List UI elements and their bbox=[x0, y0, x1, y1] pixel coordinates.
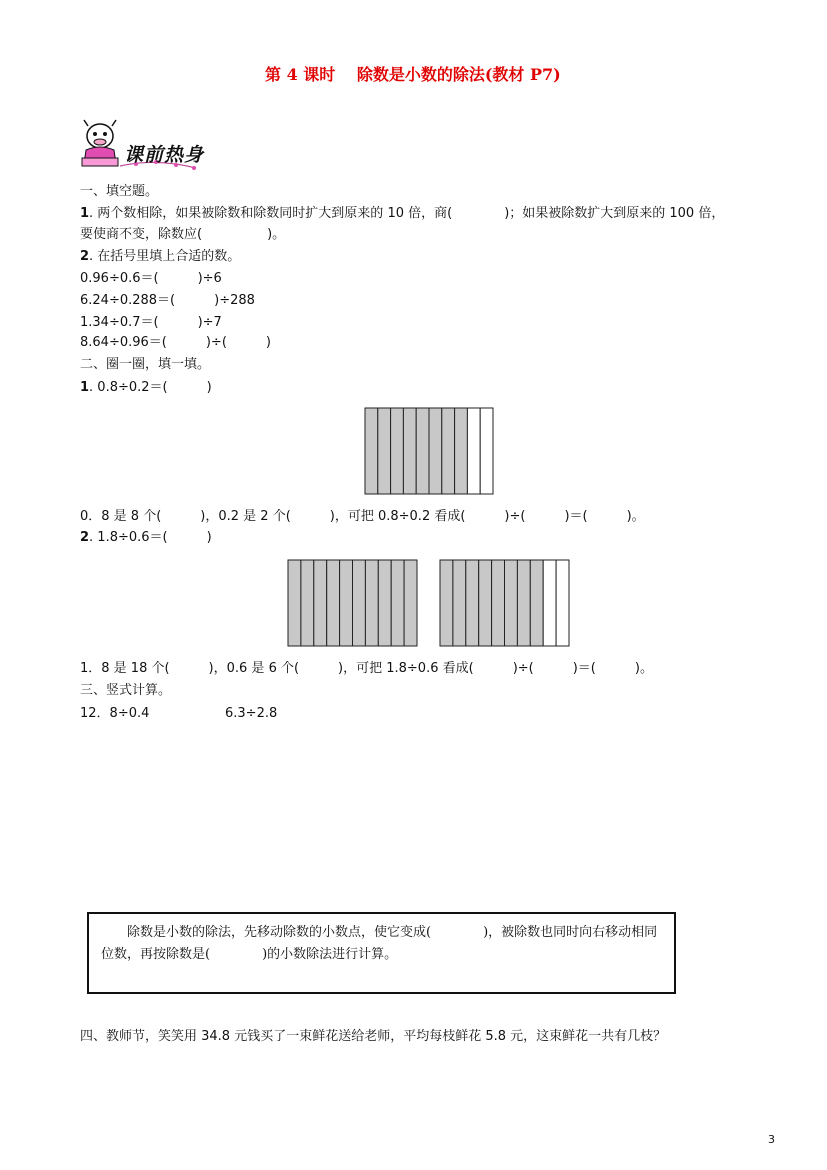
grid-diagram-2b bbox=[439, 559, 570, 647]
problem1-fill: 0．8 是 8 个( )，0.2 是 2 个( )，可把 0.8÷0.2 看成( )÷( )＝( )。 bbox=[80, 509, 645, 524]
shaded-strip bbox=[365, 560, 378, 646]
shaded-strip bbox=[404, 560, 417, 646]
equation-1: 0.96÷0.6＝( )÷6 bbox=[80, 271, 222, 286]
shaded-strip bbox=[403, 408, 416, 494]
question-number: 2 bbox=[80, 530, 90, 545]
section3-heading: 三、竖式计算。 bbox=[80, 683, 172, 698]
shaded-strip bbox=[505, 560, 518, 646]
shaded-strip bbox=[455, 408, 468, 494]
shaded-strip bbox=[327, 560, 340, 646]
shaded-strip bbox=[353, 560, 366, 646]
shaded-strip bbox=[453, 560, 466, 646]
badge-label: 课前热身 bbox=[124, 144, 205, 166]
equation-2: 6.24÷0.288＝( )÷288 bbox=[80, 293, 255, 308]
shaded-strip bbox=[530, 560, 543, 646]
word-problem: 四、教师节，笑笑用 34.8 元钱买了一束鲜花送给老师，平均每枝鲜花 5.8 元，这束鲜花一共有几枝？ bbox=[80, 1029, 667, 1044]
problem1-equation: . 0.8÷0.2＝( ) bbox=[89, 380, 212, 395]
grid-diagram-1 bbox=[364, 407, 494, 495]
calc-problem-1: 12．8÷0.4 bbox=[80, 706, 150, 721]
shaded-strip bbox=[314, 560, 327, 646]
equation-4: 8.64÷0.96＝( )÷( ) bbox=[80, 335, 271, 350]
equation-3: 1.34÷0.7＝( )÷7 bbox=[80, 315, 222, 330]
question-number: 1 bbox=[80, 380, 90, 395]
shaded-strip bbox=[301, 560, 314, 646]
shaded-strip bbox=[378, 560, 391, 646]
question2 bbox=[80, 248, 240, 266]
question-number: 1 bbox=[80, 206, 90, 221]
shaded-strip bbox=[466, 560, 479, 646]
grid-diagram-2a bbox=[287, 559, 418, 647]
shaded-strip bbox=[429, 408, 442, 494]
shaded-strip bbox=[391, 560, 404, 646]
shaded-strip bbox=[442, 408, 455, 494]
shaded-strip bbox=[492, 560, 505, 646]
shaded-strip bbox=[365, 408, 378, 494]
shaded-strip bbox=[517, 560, 530, 646]
page-number: 3 bbox=[768, 1133, 775, 1146]
summary-box bbox=[87, 912, 676, 994]
problem2-fill: 1．8 是 18 个( )，0.6 是 6 个( )，可把 1.8÷0.6 看成( )÷( )＝( )。 bbox=[80, 661, 653, 676]
problem1 bbox=[80, 379, 212, 397]
shaded-strip bbox=[288, 560, 301, 646]
problem2 bbox=[80, 529, 212, 547]
shaded-strip bbox=[391, 408, 404, 494]
question2-text: . 在括号里填上合适的数。 bbox=[89, 249, 241, 264]
empty-strip bbox=[556, 560, 569, 646]
calc-problem-2: 6.3÷2.8 bbox=[225, 706, 278, 721]
question1 bbox=[80, 205, 724, 223]
section1-heading: 一、填空题。 bbox=[80, 184, 159, 199]
section2-heading: 二、圈一圈，填一填。 bbox=[80, 357, 211, 372]
question1-text: . 两个数相除，如果被除数和除数同时扩大到原来的 10 倍，商( )；如果被除数扩大到原来的 100 倍， bbox=[89, 206, 725, 221]
empty-strip bbox=[480, 408, 493, 494]
lesson-badge bbox=[76, 118, 226, 178]
summary-text: 除数是小数的除法，先移动除数的小数点，使它变成( )，被除数也同时向右移动相同位数，再按除数是( )的小数除法进行计算。 bbox=[101, 925, 658, 962]
shaded-strip bbox=[416, 408, 429, 494]
shaded-strip bbox=[440, 560, 453, 646]
page-title: 第 4 课时 除数是小数的除法(教材 P7) bbox=[265, 65, 561, 84]
empty-strip bbox=[543, 560, 556, 646]
empty-strip bbox=[467, 408, 480, 494]
question-number: 2 bbox=[80, 249, 90, 264]
question1-cont: 要使商不变，除数应( )。 bbox=[80, 227, 286, 242]
shaded-strip bbox=[378, 408, 391, 494]
shaded-strip bbox=[340, 560, 353, 646]
shaded-strip bbox=[479, 560, 492, 646]
problem2-equation: . 1.8÷0.6＝( ) bbox=[89, 530, 212, 545]
